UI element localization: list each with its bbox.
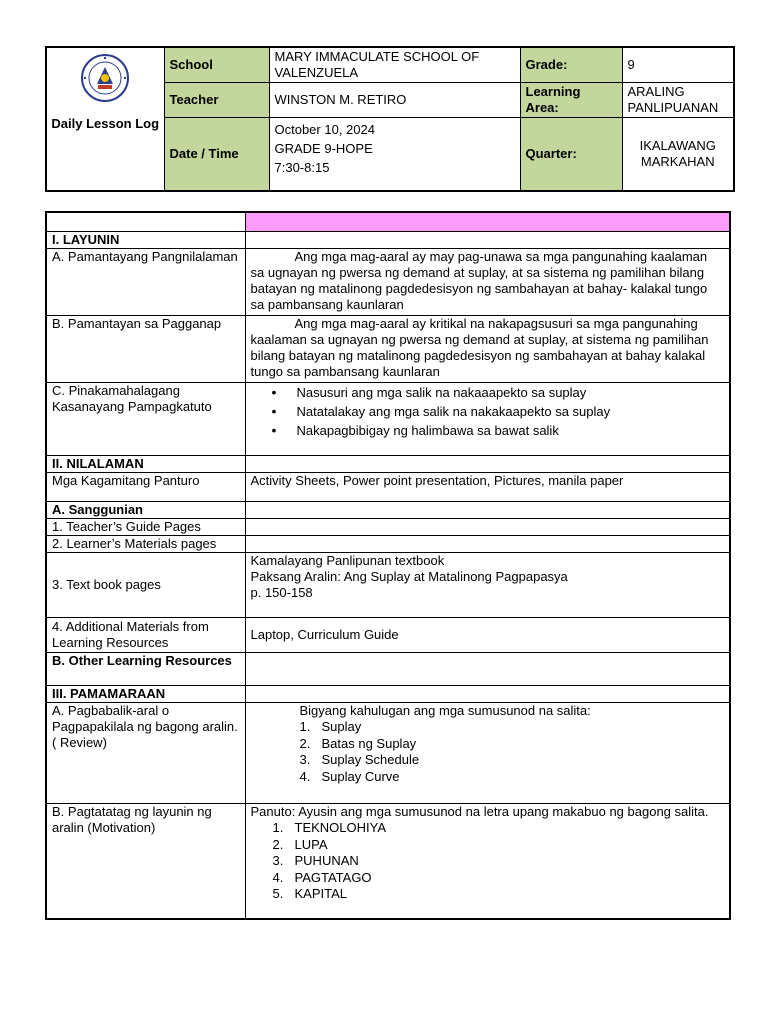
textbook-line: Kamalayang Panlipunan textbook: [250, 553, 445, 568]
list-item: 4. PAGTATAGO: [272, 869, 372, 885]
list-item: 3. PUHUNAN: [272, 853, 359, 868]
blank-cell: [245, 653, 730, 686]
kasanayan-label: C. Pinakamahalagang Kasanayang Pampagkatuto: [46, 383, 245, 456]
blank-cell: [245, 456, 730, 473]
nilalaman-heading: II. NILALAMAN: [46, 456, 245, 473]
log-title: Daily Lesson Log: [51, 116, 160, 131]
lesson-table: [45, 211, 731, 920]
school-value: MARY IMMACULATE SCHOOL OF VALENZUELA: [269, 47, 520, 83]
pamantayan-sa-pagganap-text: Ang mga mag-aaral ay kritikal na nakapagsusuri sa mga pangunahing kaalaman sa ugnayan ng pwersa ng demand at suplay, at sistema ng pamilihan bilang batayan ng matalinong pagdedesisyon ng sambahayan at bahay kalakal tungo sa pambansang kaunlaran: [245, 316, 730, 383]
logo-cell: [46, 47, 164, 191]
kagamitan-label: Mga Kagamitang Panturo: [46, 473, 245, 502]
date-time-value: [269, 118, 520, 192]
blank-cell: [46, 212, 245, 232]
motivation-intro: Panuto: Ayusin ang mga sumusunod na letra upang makabuo ng bagong salita.: [250, 804, 709, 819]
blank-cell: [245, 519, 730, 536]
blank-cell: [245, 502, 730, 519]
list-item: 4. Suplay Curve: [299, 768, 400, 784]
textbook-line: Paksang Aralin: Ang Suplay at Matalinong Pagpapasya: [250, 569, 568, 584]
quarter-label: Quarter:: [520, 118, 622, 192]
kasanayan-list: [251, 383, 725, 440]
blank-cell: [245, 232, 730, 249]
list-item: 2. LUPA: [272, 836, 328, 852]
grade-value: 9: [622, 47, 734, 83]
review-list: [300, 719, 725, 785]
learning-area-value: ARALING PANLIPUANAN: [622, 83, 734, 118]
review-intro: Bigyang kahulugan ang mga sumusunod na salita:: [299, 703, 591, 718]
blank-cell: [245, 536, 730, 553]
teachers-guide-label: 1. Teacher’s Guide Pages: [46, 519, 245, 536]
list-item: 1. Suplay: [299, 719, 362, 734]
pamantayan-sa-pagganap-label: B. Pamantayan sa Pagganap: [46, 316, 245, 383]
textbook-line: p. 150-158: [250, 585, 313, 600]
pink-header-cell: [245, 212, 730, 232]
additional-materials-text: Laptop, Curriculum Guide: [245, 618, 730, 653]
pamantayang-pangnilalaman-label: A. Pamantayang Pangnilalaman: [46, 249, 245, 316]
review-label: A. Pagbabalik-aral o Pagpapakilala ng bagong aralin. ( Review): [46, 703, 245, 804]
teacher-value: WINSTON M. RETIRO: [269, 83, 520, 118]
learning-area-label: Learning Area:: [520, 83, 622, 118]
teacher-label: Teacher: [164, 83, 269, 118]
sanggunian-heading: A. Sanggunian: [46, 502, 245, 519]
additional-materials-label: 4. Additional Materials from Learning Resources: [46, 618, 245, 653]
school-label: School: [164, 47, 269, 83]
textbook-cell: [245, 553, 730, 618]
list-item: 3. Suplay Schedule: [299, 752, 420, 767]
textbook-label: 3. Text book pages: [46, 553, 245, 618]
deped-seal-logo: [80, 53, 130, 103]
learners-materials-label: 2. Learner’s Materials pages: [46, 536, 245, 553]
motivation-list: [251, 820, 725, 903]
blank-cell: [245, 686, 730, 703]
list-item: 2. Batas ng Suplay: [299, 735, 417, 751]
motivation-label: B. Pagtatatag ng layunin ng aralin (Motivation): [46, 804, 245, 920]
header-table: [45, 46, 735, 192]
quarter-value: IKALAWANG MARKAHAN: [622, 118, 734, 192]
review-cell: [245, 703, 730, 804]
layunin-heading: I. LAYUNIN: [46, 232, 245, 249]
list-item: • Nasusuri ang mga salik na nakaaapekto sa suplay: [297, 383, 725, 402]
date-line: October 10, 2024: [274, 122, 375, 137]
grade-section-line: GRADE 9-HOPE: [274, 141, 373, 156]
time-line: 7:30-8:15: [274, 160, 330, 175]
other-resources-heading: B. Other Learning Resources: [46, 653, 245, 686]
motivation-cell: [245, 804, 730, 920]
kagamitan-text: Activity Sheets, Power point presentation, Pictures, manila paper: [245, 473, 730, 502]
list-item: • Natatalakay ang mga salik na nakakaapekto sa suplay: [297, 402, 725, 421]
list-item: • Nakapagbibigay ng halimbawa sa bawat salik: [297, 421, 725, 440]
date-time-label: Date / Time: [164, 118, 269, 192]
kasanayan-list-cell: [245, 383, 730, 456]
grade-label: Grade:: [520, 47, 622, 83]
pamantayang-pangnilalaman-text: Ang mga mag-aaral ay may pag-unawa sa mga pangunahing kaalaman sa ugnayan ng pwersa ng demand at suplay, at sa sistema ng pamilihan bilang batayan ng matalinong pagdedesisyon ng sambahayan at bahay- kalakal tungo sa pambansang kaunlaran: [245, 249, 730, 316]
list-item: 1. TEKNOLOHIYA: [272, 820, 387, 835]
pamamaraan-heading: III. PAMAMARAAN: [46, 686, 245, 703]
list-item: 5. KAPITAL: [272, 886, 348, 901]
